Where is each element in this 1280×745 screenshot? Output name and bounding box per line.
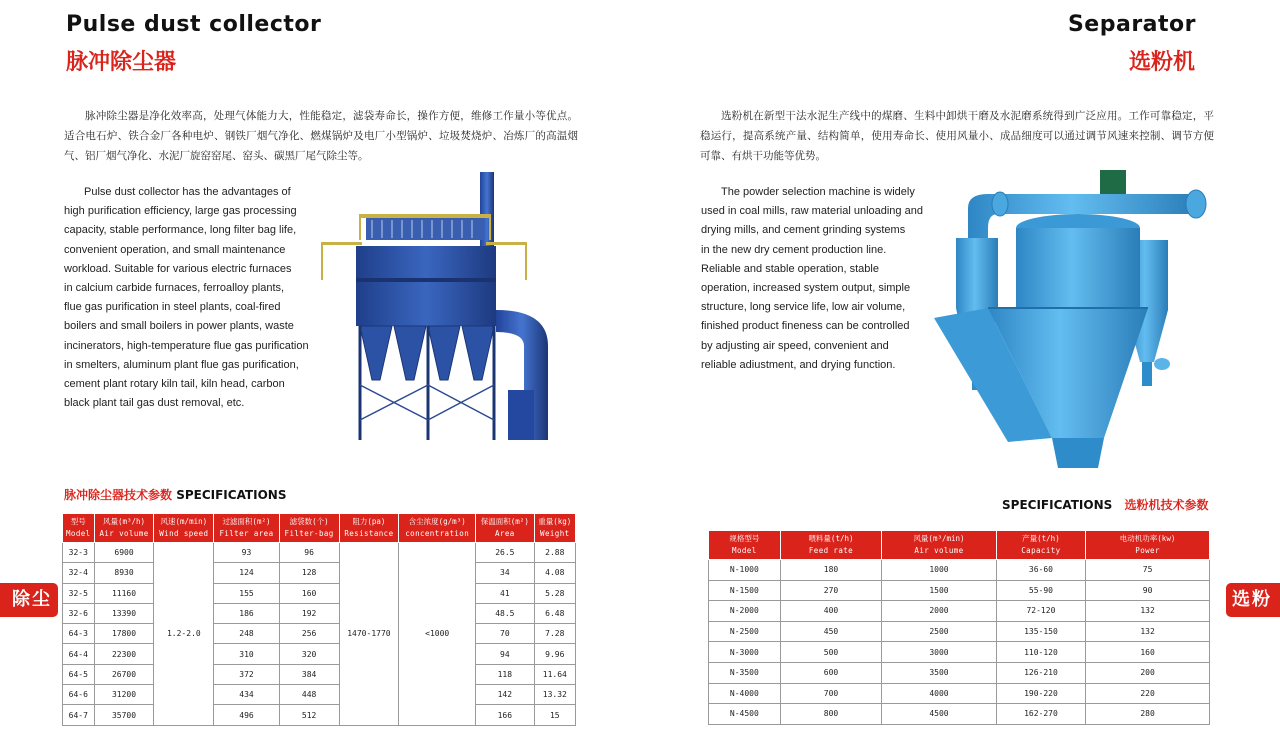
cell-model: 32-6 bbox=[63, 603, 95, 623]
cell-area: 70 bbox=[476, 624, 535, 644]
header-en: Air volume bbox=[99, 529, 149, 538]
table-row bbox=[709, 662, 1210, 683]
cell-weight: 15 bbox=[534, 705, 575, 725]
cell-model: N-4000 bbox=[709, 683, 781, 704]
right-desc-cn: 选粉机在新型干法水泥生产线中的煤磨、生料中卸烘干磨及水泥磨系统得到广泛应用。工作可靠稳定，平稳运行，提高系统产量、结构简单，使用寿命长、使用风量小、成品细度可以通过调节风速来控制、调节方便可靠、有烘干功能等优势。 bbox=[700, 110, 1214, 162]
cell-capacity: 135-150 bbox=[996, 621, 1085, 642]
cell-air-volume: 4000 bbox=[882, 683, 996, 704]
cell-capacity: 110-120 bbox=[996, 642, 1085, 663]
left-col-header bbox=[534, 514, 575, 543]
right-col-header bbox=[709, 531, 781, 560]
cell-model: N-4500 bbox=[709, 704, 781, 725]
header-cn: 风量(m³/h) bbox=[102, 517, 146, 526]
cell-air-volume: 8930 bbox=[94, 563, 154, 583]
cell-filter-area: 310 bbox=[214, 644, 279, 664]
cell-area: 142 bbox=[476, 685, 535, 705]
left-desc-en-line: in smelters, aluminum plant flue gas purification, bbox=[64, 358, 299, 371]
cell-model: 64-6 bbox=[63, 685, 95, 705]
cell-model: N-1000 bbox=[709, 560, 781, 581]
cell-power: 75 bbox=[1086, 560, 1210, 581]
right-col-header bbox=[882, 531, 996, 560]
cell-feed-rate: 450 bbox=[780, 621, 882, 642]
cell-area: 166 bbox=[476, 705, 535, 725]
right-title-cn: 选粉机 bbox=[1128, 50, 1195, 75]
right-col-header bbox=[1086, 531, 1210, 560]
left-desc-en-line: convenient operation, and small maintenance bbox=[64, 243, 286, 256]
left-side-tab: 除尘 bbox=[0, 583, 58, 617]
cell-filter-area: 496 bbox=[214, 705, 279, 725]
header-en: Power bbox=[1135, 546, 1160, 555]
cell-capacity: 36-60 bbox=[996, 560, 1085, 581]
cell-filter-area: 124 bbox=[214, 563, 279, 583]
header-en: concentration bbox=[405, 529, 470, 538]
table-row bbox=[63, 664, 576, 684]
cell-filter-area: 186 bbox=[214, 603, 279, 623]
left-spec-heading bbox=[64, 486, 286, 503]
cell-feed-rate: 800 bbox=[780, 704, 882, 725]
header-en: Wind speed bbox=[159, 529, 209, 538]
left-desc-en-line: flue gas purification in steel plants, coal-fired bbox=[64, 301, 281, 314]
cell-air-volume: 3500 bbox=[882, 662, 996, 683]
header-en: Capacity bbox=[1021, 546, 1061, 555]
cell-weight: 5.28 bbox=[534, 583, 575, 603]
left-desc-en-line: Pulse dust collector has the advantages of bbox=[84, 186, 291, 198]
cell-filter-area: 93 bbox=[214, 543, 279, 563]
cell-filter-area: 155 bbox=[214, 583, 279, 603]
header-cn: 滤袋数(个) bbox=[289, 517, 329, 526]
cell-area: 48.5 bbox=[476, 603, 535, 623]
cell-feed-rate: 400 bbox=[780, 601, 882, 622]
cell-resistance: 1470-1770 bbox=[339, 543, 399, 726]
cell-air-volume: 31200 bbox=[94, 685, 154, 705]
left-col-header bbox=[214, 514, 279, 543]
cell-model: 64-7 bbox=[63, 705, 95, 725]
cell-capacity: 190-220 bbox=[996, 683, 1085, 704]
header-en: Feed rate bbox=[808, 546, 854, 555]
cell-air-volume: 26700 bbox=[94, 664, 154, 684]
table-row bbox=[709, 560, 1210, 581]
cell-filter-bag: 448 bbox=[279, 685, 339, 705]
header-en: Filter-bag bbox=[284, 529, 334, 538]
pulse-spec-table bbox=[62, 513, 576, 726]
cell-capacity: 126-210 bbox=[996, 662, 1085, 683]
left-spec-heading-en: SPECIFICATIONS bbox=[176, 488, 287, 502]
cell-feed-rate: 600 bbox=[780, 662, 882, 683]
cell-air-volume: 1000 bbox=[882, 560, 996, 581]
cell-air-volume: 3000 bbox=[882, 642, 996, 663]
table-row bbox=[63, 583, 576, 603]
right-desc-en-line: The powder selection machine is widely bbox=[721, 186, 915, 198]
cell-power: 132 bbox=[1086, 621, 1210, 642]
cell-air-volume: 13390 bbox=[94, 603, 154, 623]
right-desc-en-line: reliable adiustment, and drying function. bbox=[701, 358, 896, 371]
cell-filter-bag: 256 bbox=[279, 624, 339, 644]
header-cn: 过滤面积(m²) bbox=[222, 517, 271, 526]
cell-wind-speed: 1.2-2.0 bbox=[154, 543, 214, 726]
table-row bbox=[63, 543, 576, 563]
left-title-cn: 脉冲除尘器 bbox=[66, 50, 177, 75]
table-row bbox=[709, 601, 1210, 622]
left-col-header bbox=[94, 514, 154, 543]
right-spec-heading-cn: 选粉机技术参数 bbox=[1124, 498, 1209, 512]
cell-capacity: 162-270 bbox=[996, 704, 1085, 725]
left-desc-en-line: cement plant rotary kiln tail, kiln head, carbon bbox=[64, 378, 285, 391]
cell-area: 118 bbox=[476, 664, 535, 684]
left-desc-en-line: in calcium carbide furnaces, ferroalloy plants, bbox=[64, 282, 285, 295]
cell-model: 32-3 bbox=[63, 543, 95, 563]
cell-filter-area: 434 bbox=[214, 685, 279, 705]
left-desc-en-line: black plant tail gas dust removal, etc. bbox=[64, 397, 245, 410]
cell-air-volume: 17800 bbox=[94, 624, 154, 644]
header-cn: 阻力(pa) bbox=[352, 517, 386, 526]
right-col-header bbox=[996, 531, 1085, 560]
table-row bbox=[63, 603, 576, 623]
cell-filter-bag: 512 bbox=[279, 705, 339, 725]
left-col-header bbox=[63, 514, 95, 543]
header-cn: 电动机功率(kw) bbox=[1119, 534, 1176, 543]
cell-weight: 9.96 bbox=[534, 644, 575, 664]
left-col-header bbox=[154, 514, 214, 543]
right-desc-en-line: finished product fineness can be controlled bbox=[701, 320, 910, 333]
left-desc-en-line: workload. Suitable for various electric furnaces bbox=[64, 262, 292, 275]
cell-filter-bag: 320 bbox=[279, 644, 339, 664]
right-desc-en-line: in the new dry cement production line. bbox=[701, 243, 887, 256]
right-spec-heading bbox=[1002, 496, 1208, 513]
separator-spec-table bbox=[708, 530, 1210, 725]
right-desc-en-line: drying mills, and cement grinding systems bbox=[701, 224, 906, 237]
cell-weight: 11.64 bbox=[534, 664, 575, 684]
left-col-header bbox=[279, 514, 339, 543]
right-title-en: Separator bbox=[1067, 12, 1196, 37]
header-cn: 型号 bbox=[70, 517, 86, 526]
right-desc-en-line: structure, long service life, low air volume, bbox=[701, 301, 906, 314]
header-cn: 风速(m/min) bbox=[160, 517, 208, 526]
left-col-header bbox=[476, 514, 535, 543]
cell-concentration: <1000 bbox=[399, 543, 476, 726]
cell-air-volume: 11160 bbox=[94, 583, 154, 603]
header-cn: 重量(kg) bbox=[538, 517, 572, 526]
cell-filter-bag: 128 bbox=[279, 563, 339, 583]
table-row bbox=[63, 644, 576, 664]
left-col-header bbox=[399, 514, 476, 543]
table-row bbox=[709, 642, 1210, 663]
header-en: Area bbox=[494, 529, 515, 538]
cell-model: N-3500 bbox=[709, 662, 781, 683]
left-col-header bbox=[339, 514, 399, 543]
cell-power: 90 bbox=[1086, 580, 1210, 601]
cell-capacity: 55-90 bbox=[996, 580, 1085, 601]
cell-weight: 6.48 bbox=[534, 603, 575, 623]
header-en: Weight bbox=[540, 529, 570, 538]
cell-air-volume: 2500 bbox=[882, 621, 996, 642]
table-row bbox=[63, 624, 576, 644]
cell-feed-rate: 270 bbox=[780, 580, 882, 601]
cell-capacity: 72-120 bbox=[996, 601, 1085, 622]
cell-filter-bag: 96 bbox=[279, 543, 339, 563]
cell-power: 160 bbox=[1086, 642, 1210, 663]
header-en: Model bbox=[732, 546, 757, 555]
left-desc-cn: 脉冲除尘器是净化效率高，处理气体能力大，性能稳定，滤袋寿命长，操作方便，维修工作量小等优点。适合电石炉、铁合金厂各种电炉、钢铁厂烟气净化、燃煤锅炉及电厂小型锅炉、垃圾焚烧炉、冶炼厂的高温烟气、铝厂烟气净化、水泥厂旋窑窑尾、窑头、碳黑厂尾气除尘等。 bbox=[64, 110, 578, 162]
table-row bbox=[709, 580, 1210, 601]
left-desc-en-line: incinerators, high-temperature flue gas purification bbox=[64, 339, 309, 352]
cell-model: 64-4 bbox=[63, 644, 95, 664]
table-row bbox=[709, 621, 1210, 642]
cell-area: 94 bbox=[476, 644, 535, 664]
cell-feed-rate: 700 bbox=[780, 683, 882, 704]
pulse-dust-collector-image bbox=[316, 170, 556, 448]
left-desc-en-line: high purification efficiency, large gas processing bbox=[64, 205, 297, 218]
cell-feed-rate: 180 bbox=[780, 560, 882, 581]
cell-model: 32-4 bbox=[63, 563, 95, 583]
table-row bbox=[63, 685, 576, 705]
cell-weight: 4.08 bbox=[534, 563, 575, 583]
header-en: Model bbox=[66, 529, 91, 538]
table-row bbox=[63, 563, 576, 583]
cell-weight: 7.28 bbox=[534, 624, 575, 644]
table-row bbox=[709, 683, 1210, 704]
cell-model: N-1500 bbox=[709, 580, 781, 601]
cell-air-volume: 6900 bbox=[94, 543, 154, 563]
cell-weight: 2.88 bbox=[534, 543, 575, 563]
cell-power: 200 bbox=[1086, 662, 1210, 683]
left-title-en: Pulse dust collector bbox=[66, 12, 322, 37]
header-cn: 风量(m³/min) bbox=[913, 534, 965, 543]
cell-filter-area: 248 bbox=[214, 624, 279, 644]
cell-air-volume: 2000 bbox=[882, 601, 996, 622]
header-cn: 规格型号 bbox=[729, 534, 760, 543]
right-desc-en-line: Reliable and stable operation, stable bbox=[701, 262, 879, 275]
right-col-header bbox=[780, 531, 882, 560]
cell-area: 41 bbox=[476, 583, 535, 603]
cell-area: 26.5 bbox=[476, 543, 535, 563]
right-spec-heading-en: SPECIFICATIONS bbox=[1002, 498, 1113, 512]
right-desc-en-line: by adjusting air speed, convenient and bbox=[701, 339, 889, 352]
cell-power: 220 bbox=[1086, 683, 1210, 704]
cell-air-volume: 1500 bbox=[882, 580, 996, 601]
cell-air-volume: 35700 bbox=[94, 705, 154, 725]
header-en: Filter area bbox=[219, 529, 274, 538]
cell-weight: 13.32 bbox=[534, 685, 575, 705]
cell-model: N-2500 bbox=[709, 621, 781, 642]
header-cn: 产量(t/h) bbox=[1022, 534, 1060, 543]
left-desc-en bbox=[64, 183, 309, 413]
cell-filter-bag: 384 bbox=[279, 664, 339, 684]
right-desc-en-line: operation, increased system output, simple bbox=[701, 282, 911, 295]
header-cn: 喂料量(t/h) bbox=[808, 534, 854, 543]
header-en: Air volume bbox=[914, 546, 964, 555]
cell-area: 34 bbox=[476, 563, 535, 583]
table-row bbox=[63, 705, 576, 725]
cell-filter-bag: 192 bbox=[279, 603, 339, 623]
header-cn: 含尘浓度(g/m³) bbox=[408, 517, 466, 526]
cell-feed-rate: 500 bbox=[780, 642, 882, 663]
cell-air-volume: 22300 bbox=[94, 644, 154, 664]
cell-model: 32-5 bbox=[63, 583, 95, 603]
table-row bbox=[709, 704, 1210, 725]
cell-model: 64-5 bbox=[63, 664, 95, 684]
cell-model: N-3000 bbox=[709, 642, 781, 663]
cell-filter-area: 372 bbox=[214, 664, 279, 684]
cell-air-volume: 4500 bbox=[882, 704, 996, 725]
left-desc-en-line: capacity, stable performance, long filter bag life, bbox=[64, 224, 297, 237]
cell-filter-bag: 160 bbox=[279, 583, 339, 603]
separator-image bbox=[928, 168, 1218, 473]
left-desc-en-line: boilers and small boilers in power plants, waste bbox=[64, 320, 294, 333]
left-spec-heading-cn: 脉冲除尘器技术参数 bbox=[64, 488, 173, 502]
cell-model: 64-3 bbox=[63, 624, 95, 644]
cell-power: 132 bbox=[1086, 601, 1210, 622]
right-desc-en bbox=[701, 183, 941, 375]
cell-model: N-2000 bbox=[709, 601, 781, 622]
right-desc-en-line: used in coal mills, raw material unloading and bbox=[701, 205, 923, 218]
cell-power: 280 bbox=[1086, 704, 1210, 725]
header-cn: 保温面积(m²) bbox=[480, 517, 529, 526]
header-en: Resistance bbox=[344, 529, 394, 538]
right-side-tab: 选粉 bbox=[1226, 583, 1280, 617]
